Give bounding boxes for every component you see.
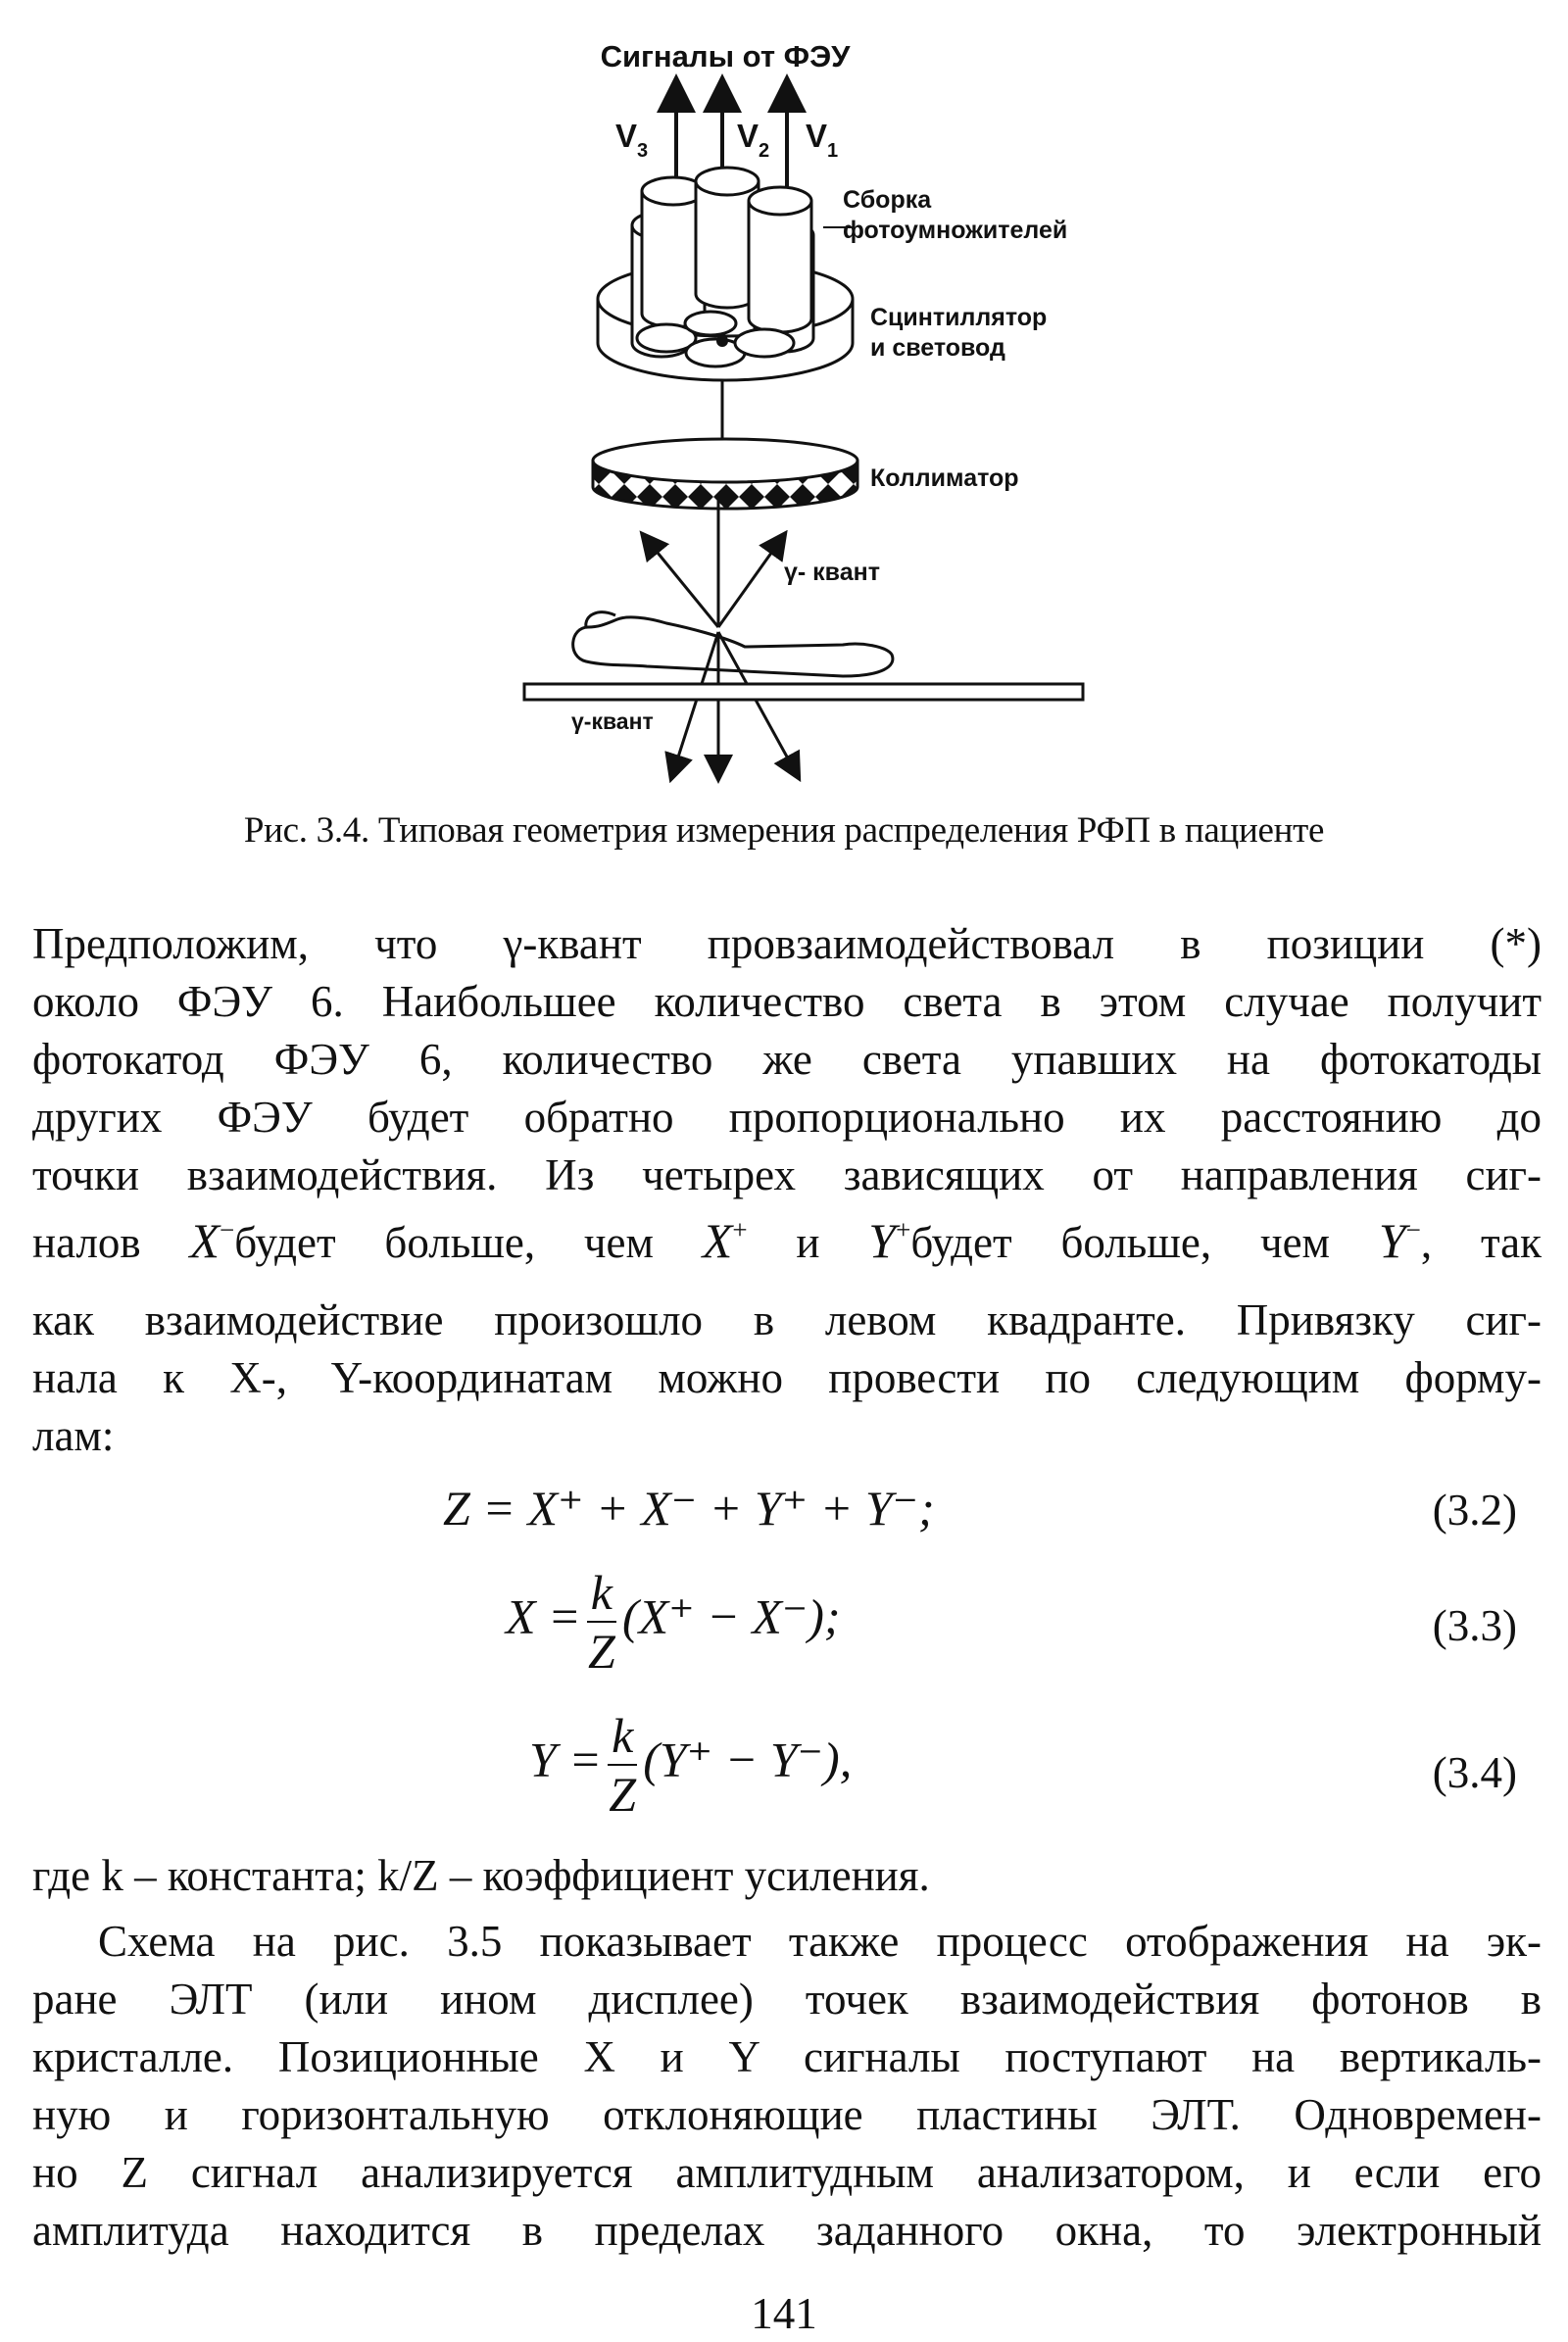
figure-title: Сигналы от ФЭУ bbox=[600, 39, 851, 73]
label-pmt-assembly-1: Сборка bbox=[843, 186, 932, 214]
para1-line4: других ФЭУ будет обратно пропорционально их расстоянию до bbox=[32, 1093, 1542, 1142]
patient-table bbox=[524, 684, 1083, 700]
para2-line4: ную и горизонтальную отклоняющие пластины ЭЛТ. Одновремен- bbox=[32, 2090, 1542, 2139]
equation-number-3-4: (3.4) bbox=[1432, 1748, 1517, 1797]
para1-line5: точки взаимодействия. Из четырех зависящих от направления сиг- bbox=[32, 1150, 1542, 1199]
figure-caption: Рис. 3.4. Типовая геометрия измерения распределения РФП в пациенте bbox=[243, 810, 1325, 851]
para1-line3: фотокатод ФЭУ 6, количество же света упавших на фотокатоды bbox=[32, 1035, 1542, 1084]
equation-3-2: Z = X⁺ + X⁻ + Y⁺ + Y⁻; bbox=[443, 1481, 935, 1536]
para2-line1: Схема на рис. 3.5 показывает также процесс отображения на эк- bbox=[98, 1917, 1542, 1966]
label-collimator: Коллиматор bbox=[870, 464, 1019, 492]
gamma-camera-figure bbox=[0, 0, 1568, 784]
signal-label-v2: $V_2$ bbox=[737, 118, 770, 162]
para1-line7: как взаимодействие произошло в левом квадранте. Привязку сиг- bbox=[32, 1295, 1542, 1344]
para1-line9: лам: bbox=[32, 1411, 115, 1460]
para1-line2: около ФЭУ 6. Наибольшее количество света в этом случае получит bbox=[32, 977, 1542, 1026]
signal-label-v1: $V_1$ bbox=[806, 118, 839, 162]
para2-line3: кристалле. Позиционные X и Y сигналы поступают на вертикаль- bbox=[32, 2032, 1542, 2081]
gamma-rays bbox=[649, 495, 794, 769]
collimator bbox=[593, 439, 858, 509]
equation-number-3-2: (3.2) bbox=[1432, 1486, 1517, 1535]
para2-line2: ране ЭЛТ (или ином дисплее) точек взаимодействия фотонов в bbox=[32, 1975, 1542, 2024]
signal-label-v3: $V_3$ bbox=[615, 118, 649, 162]
para1-line8: нала к X-, Y-координатам можно провести по следующим форму- bbox=[32, 1353, 1542, 1402]
label-scintillator-1: Сцинтиллятор bbox=[870, 304, 1048, 331]
label-gamma-lower: γ-квант bbox=[571, 708, 654, 734]
label-scintillator-2: и световод bbox=[870, 334, 1005, 362]
interaction-point bbox=[716, 335, 728, 347]
equation-number-3-3: (3.3) bbox=[1432, 1601, 1517, 1650]
para2-line5: но Z сигнал анализируется амплитудным анализатором, и если его bbox=[32, 2148, 1542, 2197]
equation-3-3: X = $\frac{k}{Z}$ (X⁺ − X⁻); bbox=[506, 1565, 841, 1679]
para1-line1: Предположим, что γ-квант провзаимодействовал в позиции (*) bbox=[32, 919, 1542, 968]
equation-3-4: Y = $\frac{k}{Z}$ (Y⁺ − Y⁻), bbox=[529, 1708, 853, 1822]
page-number: 141 bbox=[751, 2289, 817, 2338]
patient-outline bbox=[573, 612, 893, 676]
label-gamma-upper: γ- квант bbox=[784, 559, 880, 586]
label-pmt-assembly-2: фотоумножителей bbox=[843, 217, 1068, 244]
where-line: где k – константа; k/Z – коэффициент усиления. bbox=[32, 1851, 930, 1900]
para2-line6: амплитуда находится в пределах заданного окна, то электронный bbox=[32, 2206, 1542, 2255]
para1-line6: налов X−будет больше, чем X+ и Y+будет больше, чем Y−, так bbox=[32, 1213, 1542, 1268]
